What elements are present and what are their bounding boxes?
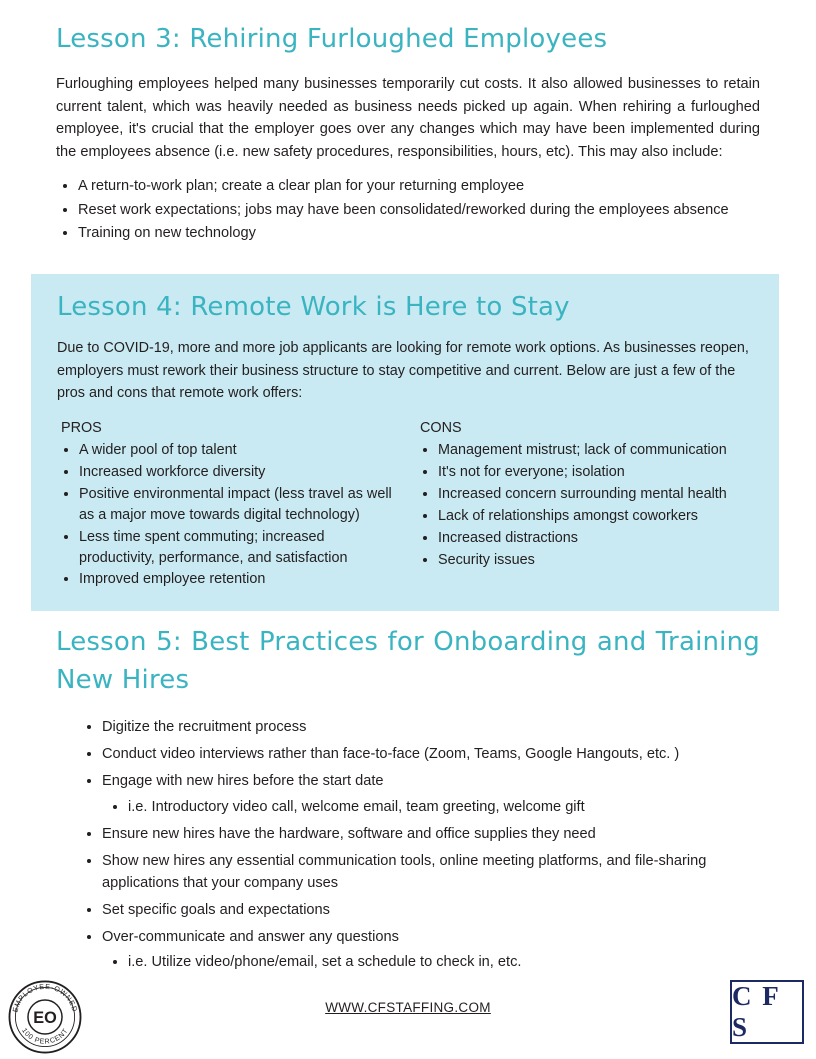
lesson-4-section — [31, 274, 779, 611]
sub-list-item: • i.e. Introductory video call, welcome email, team greeting, welcome gift — [128, 797, 760, 819]
svg-text:100 PERCENT: 100 PERCENT — [20, 1027, 70, 1046]
list-item: • Increased workforce diversity — [79, 462, 394, 483]
list-item — [102, 927, 760, 975]
cfs-logo-text: C F S — [732, 981, 780, 1042]
list-item: • A wider pool of top talent — [79, 440, 394, 461]
page-footer — [0, 970, 816, 1056]
sub-list — [102, 797, 760, 819]
lesson-5-title: Lesson 5: Best Practices for Onboarding and Training New Hires — [56, 627, 760, 695]
list-item — [102, 771, 760, 819]
cons-column — [416, 420, 753, 591]
lesson-3-bullet-list — [56, 176, 760, 246]
lesson-5-section — [0, 624, 816, 979]
pros-list — [57, 440, 394, 590]
list-item: • A return-to-work plan; create a clear plan for your returning employee — [78, 176, 760, 198]
list-item-text: Engage with new hires before the start date — [102, 773, 384, 790]
cons-list — [416, 440, 753, 570]
list-item: • Less time spent commuting; increased productivity, performance, and satisfaction — [79, 527, 394, 569]
svg-text:EMPLOYEE-OWNED: EMPLOYEE-OWNED — [12, 983, 78, 1014]
lesson-5-bullet-list — [56, 717, 760, 974]
list-item — [102, 717, 760, 739]
list-item-text: Ensure new hires have the hardware, software and office supplies they need — [102, 825, 596, 842]
list-item-text: Conduct video interviews rather than face-to-face (Zoom, Teams, Google Hangouts, etc. ) — [102, 746, 680, 763]
cons-heading: CONS — [420, 420, 462, 437]
list-item: • Positive environmental impact (less travel as well as a major move towards digital technology) — [79, 484, 394, 526]
lesson-3-paragraph: Furloughing employees helped many businesses temporarily cut costs. It also allowed businesses to retain current talent, which was heavily needed as business needs picked up again. When rehiring a furloughed employee, it's crucial that the employer goes over any changes which may have been implemented during the employees absence (i.e. new safety procedures, responsibilities, hours, etc). This may also include: — [56, 76, 760, 161]
list-item: • Increased concern surrounding mental health — [438, 484, 753, 505]
lesson-3-title: Lesson 3: Rehiring Furloughed Employees — [56, 24, 608, 54]
list-item — [102, 900, 760, 922]
list-item: • Security issues — [438, 550, 753, 571]
website-link[interactable]: WWW.CFSTAFFING.COM — [325, 1000, 491, 1015]
list-item: • Increased distractions — [438, 528, 753, 549]
employee-owned-seal-icon — [8, 980, 82, 1054]
lesson-4-title: Lesson 4: Remote Work is Here to Stay — [57, 292, 570, 322]
svg-text:EO: EO — [33, 1008, 57, 1027]
list-item-text: Over-communicate and answer any questions — [102, 928, 399, 945]
cfs-logo — [730, 980, 804, 1044]
list-item: • It's not for everyone; isolation — [438, 462, 753, 483]
lesson-4-paragraph: Due to COVID-19, more and more job applicants are looking for remote work options. As businesses reopen, employers must rework their business structure to stay competitive and current. Below are just a few of the pros and cons that remote work offers: — [57, 340, 749, 401]
list-item-text: Show new hires any essential communication tools, online meeting platforms, and file-sharing applications that your company uses — [102, 852, 707, 891]
list-item — [102, 851, 760, 895]
pros-column — [57, 420, 394, 591]
list-item: • Improved employee retention — [79, 569, 394, 590]
lesson-3-section — [0, 0, 816, 245]
list-item: • Reset work expectations; jobs may have been consolidated/reworked during the employees absence — [78, 200, 760, 222]
pros-heading: PROS — [61, 420, 102, 437]
list-item: • Training on new technology — [78, 223, 760, 245]
list-item — [102, 744, 760, 766]
sub-list-item: • i.e. Utilize video/phone/email, set a schedule to check in, etc. — [128, 952, 760, 974]
list-item: • Lack of relationships amongst coworkers — [438, 506, 753, 527]
list-item: • Management mistrust; lack of communication — [438, 440, 753, 461]
list-item-text: Digitize the recruitment process — [102, 719, 307, 736]
pros-cons-columns — [57, 420, 753, 591]
list-item — [102, 824, 760, 846]
list-item-text: Set specific goals and expectations — [102, 901, 330, 918]
